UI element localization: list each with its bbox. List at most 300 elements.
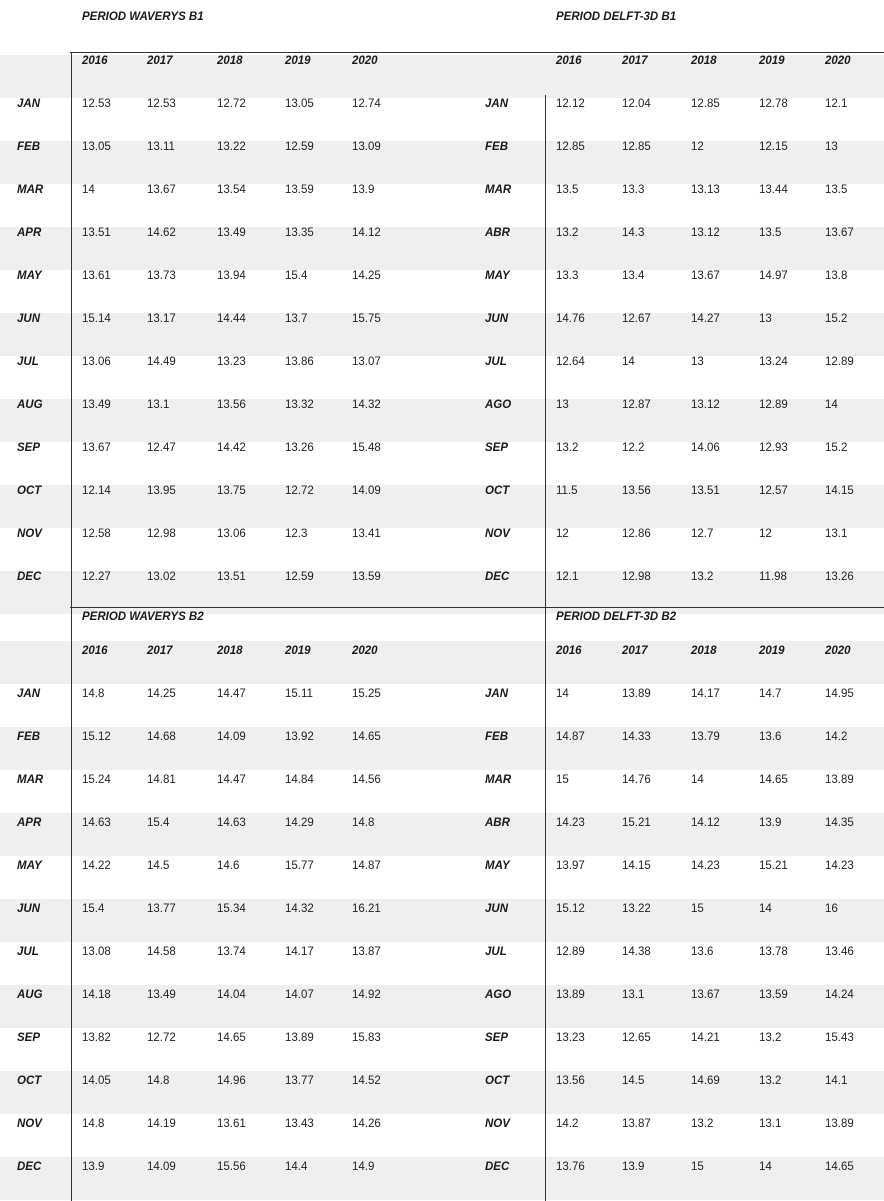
table-cell: 11.5: [556, 485, 578, 497]
month-label: FEB: [485, 731, 508, 743]
table-cell: 14.62: [147, 227, 176, 239]
year-header: 2020: [825, 55, 851, 67]
table-cell: 13.76: [556, 1161, 585, 1173]
month-label: MAY: [485, 860, 510, 872]
table-cell: 16.21: [352, 903, 381, 915]
table-cell: 14: [691, 774, 704, 786]
table-cell: 12.47: [147, 442, 176, 454]
table-cell: 14: [825, 399, 838, 411]
year-header: 2016: [556, 55, 582, 67]
table-cell: 13.22: [622, 903, 651, 915]
table-cell: 13.17: [147, 313, 176, 325]
table-cell: 13.77: [147, 903, 176, 915]
table-cell: 13.77: [285, 1075, 314, 1087]
table-cell: 13.59: [759, 989, 788, 1001]
table-cell: 13.08: [82, 946, 111, 958]
table-cell: 12.2: [622, 442, 645, 454]
year-header: 2016: [556, 645, 582, 657]
table-cell: 13.95: [147, 485, 176, 497]
table-cell: 14.9: [352, 1161, 375, 1173]
table-cell: 12.98: [147, 528, 176, 540]
table-cell: 14.2: [556, 1118, 579, 1130]
month-label: MAR: [485, 184, 512, 196]
row-shading-band: [0, 55, 884, 98]
month-label: AGO: [485, 399, 512, 411]
table-cell: 13.05: [285, 98, 314, 110]
table-cell: 13.9: [352, 184, 375, 196]
month-label: OCT: [485, 485, 510, 497]
table-cell: 14.81: [147, 774, 176, 786]
table-cell: 15.4: [285, 270, 308, 282]
table-cell: 13.24: [759, 356, 788, 368]
month-label: FEB: [485, 141, 508, 153]
table-cell: 13.4: [622, 270, 645, 282]
month-label: MAR: [17, 774, 44, 786]
table-cell: 14: [759, 903, 772, 915]
table-cell: 13.74: [217, 946, 246, 958]
table-cell: 13.3: [556, 270, 579, 282]
month-label: SEP: [17, 442, 41, 454]
table-cell: 13: [556, 399, 569, 411]
table-cell: 14.17: [691, 688, 720, 700]
table-cell: 12.7: [691, 528, 714, 540]
table-cell: 13.51: [217, 571, 246, 583]
table-cell: 12.15: [759, 141, 788, 153]
month-label: JAN: [17, 688, 41, 700]
table-cell: 14.32: [285, 903, 314, 915]
table-cell: 13.1: [759, 1118, 782, 1130]
table-cell: 13.87: [352, 946, 381, 958]
table-cell: 15.75: [352, 313, 381, 325]
table-cell: 13.35: [285, 227, 314, 239]
month-label: APR: [17, 817, 42, 829]
month-label: JUN: [485, 313, 509, 325]
year-header: 2017: [147, 55, 173, 67]
table-cell: 13.26: [825, 571, 854, 583]
table-cell: 12.72: [285, 485, 314, 497]
table-cell: 12.89: [759, 399, 788, 411]
table-title: PERIOD WAVERYS B2: [82, 611, 204, 623]
table-cell: 13.2: [556, 442, 579, 454]
month-label: ABR: [485, 817, 510, 829]
table-cell: 13.89: [622, 688, 651, 700]
table-cell: 13: [825, 141, 838, 153]
table-cell: 15.24: [82, 774, 111, 786]
table-cell: 12.64: [556, 356, 585, 368]
table-cell: 14.19: [147, 1118, 176, 1130]
year-header: 2019: [285, 645, 311, 657]
month-label: JUN: [485, 903, 509, 915]
row-shading-band: [0, 813, 884, 856]
table-cell: 13.49: [147, 989, 176, 1001]
table-cell: 11.98: [759, 571, 787, 583]
table-cell: 13.89: [285, 1032, 314, 1044]
table-cell: 13.1: [622, 989, 645, 1001]
table-cell: 12.85: [556, 141, 585, 153]
table-cell: 13: [691, 356, 704, 368]
month-label: SEP: [485, 1032, 509, 1044]
table-cell: 14.23: [825, 860, 854, 872]
table-cell: 14.38: [622, 946, 651, 958]
table-cell: 13.02: [147, 571, 176, 583]
table-cell: 15.48: [352, 442, 381, 454]
table-cell: 13.12: [691, 227, 720, 239]
year-header: 2019: [759, 55, 785, 67]
table-cell: 12.85: [691, 98, 720, 110]
table-cell: 14.76: [622, 774, 651, 786]
table-cell: 14.76: [556, 313, 585, 325]
row-shading-band: [0, 1157, 884, 1200]
table-cell: 13.89: [825, 774, 854, 786]
table-cell: 13.6: [759, 731, 782, 743]
table-cell: 14.97: [759, 270, 788, 282]
row-shading-band: [0, 727, 884, 770]
table-cell: 15.56: [217, 1161, 246, 1173]
table-cell: 13.59: [352, 571, 381, 583]
row-shading-band: [0, 313, 884, 356]
table-cell: 15.83: [352, 1032, 381, 1044]
table-cell: 12.12: [556, 98, 585, 110]
table-cell: 14.47: [217, 688, 246, 700]
table-cell: 13.2: [759, 1075, 782, 1087]
month-label: SEP: [485, 442, 509, 454]
table-cell: 13.56: [217, 399, 246, 411]
table-cell: 15.34: [217, 903, 246, 915]
table-cell: 13.11: [147, 141, 175, 153]
table-cell: 15.43: [825, 1032, 854, 1044]
table-cell: 14.8: [82, 688, 105, 700]
table-cell: 14.09: [147, 1161, 176, 1173]
row-shading-band: [0, 985, 884, 1028]
table-cell: 13.51: [691, 485, 720, 497]
year-header: 2017: [622, 645, 648, 657]
table-cell: 13.23: [556, 1032, 585, 1044]
table-cell: 15.12: [556, 903, 585, 915]
table-cell: 15.21: [759, 860, 788, 872]
table-cell: 13.5: [759, 227, 782, 239]
table-cell: 14.32: [352, 399, 381, 411]
table-cell: 12.53: [147, 98, 176, 110]
table-cell: 13: [759, 313, 772, 325]
table-cell: 13.12: [691, 399, 720, 411]
year-header: 2017: [147, 645, 173, 657]
table-cell: 13.67: [147, 184, 176, 196]
table-cell: 12.87: [622, 399, 651, 411]
table-cell: 14.22: [82, 860, 111, 872]
table-cell: 14.5: [622, 1075, 645, 1087]
month-label: DEC: [485, 1161, 510, 1173]
table-cell: 14.65: [825, 1161, 854, 1173]
table-cell: 12.14: [82, 485, 111, 497]
table-cell: 13.26: [285, 442, 314, 454]
month-label: OCT: [485, 1075, 510, 1087]
table-cell: 12.89: [825, 356, 854, 368]
table-cell: 12.89: [556, 946, 585, 958]
table-cell: 14.8: [147, 1075, 170, 1087]
table-cell: 14.7: [759, 688, 782, 700]
table-cell: 13.44: [759, 184, 788, 196]
table-cell: 14.68: [147, 731, 176, 743]
month-label: MAY: [17, 860, 42, 872]
table-cell: 13.78: [759, 946, 788, 958]
table-cell: 15.12: [82, 731, 111, 743]
month-label: NOV: [17, 1118, 42, 1130]
table-cell: 13.7: [285, 313, 308, 325]
table-cell: 13.61: [82, 270, 111, 282]
table-cell: 13.56: [556, 1075, 585, 1087]
month-label: MAY: [17, 270, 42, 282]
table-cell: 15: [556, 774, 569, 786]
table-cell: 13.87: [622, 1118, 651, 1130]
table-cell: 14.58: [147, 946, 176, 958]
table-cell: 13.1: [825, 528, 848, 540]
month-label: AUG: [17, 399, 43, 411]
month-label: FEB: [17, 141, 40, 153]
table-cell: 13.2: [759, 1032, 782, 1044]
month-label: JAN: [17, 98, 41, 110]
table-cell: 14.87: [352, 860, 381, 872]
month-label: NOV: [17, 528, 42, 540]
table-cell: 13.07: [352, 356, 381, 368]
table-cell: 13.2: [691, 571, 714, 583]
middle-rule: [70, 607, 884, 608]
table-cell: 13.2: [691, 1118, 714, 1130]
table-cell: 14.2: [825, 731, 848, 743]
table-cell: 14.47: [217, 774, 246, 786]
left-column-separator: [71, 52, 72, 1201]
table-cell: 13.82: [82, 1032, 111, 1044]
table-cell: 14.1: [825, 1075, 848, 1087]
table-cell: 13.61: [217, 1118, 246, 1130]
year-header: 2019: [759, 645, 785, 657]
table-cell: 14.69: [691, 1075, 720, 1087]
table-cell: 13.1: [147, 399, 170, 411]
table-cell: 15.77: [285, 860, 314, 872]
table-cell: 14.84: [285, 774, 314, 786]
table-cell: 14.87: [556, 731, 585, 743]
table-cell: 12: [691, 141, 704, 153]
table-cell: 14: [759, 1161, 772, 1173]
year-header: 2018: [691, 55, 717, 67]
month-label: JUL: [485, 356, 507, 368]
table-cell: 14.52: [352, 1075, 381, 1087]
table-cell: 14.09: [352, 485, 381, 497]
table-cell: 12.1: [825, 98, 848, 110]
month-label: JUL: [485, 946, 507, 958]
table-cell: 14.24: [825, 989, 854, 1001]
row-shading-band: [0, 641, 884, 684]
month-label: JAN: [485, 98, 509, 110]
table-cell: 14.65: [352, 731, 381, 743]
table-cell: 13.2: [556, 227, 579, 239]
table-cell: 14.15: [825, 485, 854, 497]
table-cell: 14.8: [82, 1118, 105, 1130]
table-cell: 14.23: [556, 817, 585, 829]
table-cell: 14.06: [691, 442, 720, 454]
right-column-separator: [545, 95, 546, 1201]
month-label: JAN: [485, 688, 509, 700]
table-cell: 14.35: [825, 817, 854, 829]
month-label: AGO: [485, 989, 512, 1001]
table-cell: 14.65: [759, 774, 788, 786]
table-cell: 12.78: [759, 98, 788, 110]
month-label: APR: [17, 227, 42, 239]
month-label: OCT: [17, 1075, 42, 1087]
table-cell: 13.86: [285, 356, 314, 368]
month-label: DEC: [485, 571, 510, 583]
table-cell: 14.56: [352, 774, 381, 786]
table-cell: 12.67: [622, 313, 651, 325]
table-cell: 14.95: [825, 688, 854, 700]
table-cell: 12.04: [622, 98, 651, 110]
table-cell: 13.9: [622, 1161, 645, 1173]
table-cell: 13.89: [556, 989, 585, 1001]
table-cell: 13.56: [622, 485, 651, 497]
table-title: PERIOD DELFT-3D B1: [556, 11, 677, 23]
table-cell: 15.21: [622, 817, 651, 829]
table-cell: 13.22: [217, 141, 246, 153]
table-cell: 13.79: [691, 731, 720, 743]
table-cell: 14: [622, 356, 635, 368]
table-cell: 13.59: [285, 184, 314, 196]
month-label: ABR: [485, 227, 510, 239]
table-cell: 14.12: [352, 227, 381, 239]
table-cell: 14.21: [691, 1032, 720, 1044]
table-cell: 12.85: [622, 141, 651, 153]
table-cell: 14.44: [217, 313, 246, 325]
table-cell: 12.3: [285, 528, 308, 540]
table-cell: 14: [82, 184, 95, 196]
month-label: NOV: [485, 528, 510, 540]
table-cell: 13.5: [825, 184, 848, 196]
table-cell: 13.8: [825, 270, 848, 282]
year-header: 2016: [82, 55, 108, 67]
table-cell: 14.04: [217, 989, 246, 1001]
row-shading-band: [0, 141, 884, 184]
table-cell: 14.6: [217, 860, 240, 872]
table-cell: 12.65: [622, 1032, 651, 1044]
table-cell: 13.89: [825, 1118, 854, 1130]
month-label: DEC: [17, 571, 42, 583]
table-cell: 13.97: [556, 860, 585, 872]
table-cell: 12.1: [556, 571, 579, 583]
table-cell: 13.67: [691, 270, 720, 282]
table-cell: 15: [691, 903, 704, 915]
table-cell: 13.13: [691, 184, 720, 196]
table-cell: 14.09: [217, 731, 246, 743]
table-cell: 13.73: [147, 270, 176, 282]
table-cell: 14.12: [691, 817, 720, 829]
table-cell: 14.42: [217, 442, 246, 454]
table-cell: 15.4: [82, 903, 105, 915]
table-cell: 12.59: [285, 141, 314, 153]
table-cell: 14.17: [285, 946, 314, 958]
table-cell: 14.63: [82, 817, 111, 829]
table-cell: 16: [825, 903, 838, 915]
table-cell: 12.59: [285, 571, 314, 583]
table-cell: 14.65: [217, 1032, 246, 1044]
year-header: 2018: [217, 645, 243, 657]
table-cell: 14.4: [285, 1161, 308, 1173]
month-label: JUL: [17, 946, 39, 958]
table-cell: 15.2: [825, 313, 848, 325]
row-shading-band: [0, 899, 884, 942]
table-cell: 13.75: [217, 485, 246, 497]
row-shading-band: [0, 485, 884, 528]
table-cell: 13.51: [82, 227, 111, 239]
table-cell: 13.06: [82, 356, 111, 368]
table-cell: 14.27: [691, 313, 720, 325]
table-cell: 13.3: [622, 184, 645, 196]
table-cell: 12.58: [82, 528, 111, 540]
table-cell: 13.94: [217, 270, 246, 282]
table-cell: 14.18: [82, 989, 111, 1001]
year-header: 2017: [622, 55, 648, 67]
table-cell: 15: [691, 1161, 704, 1173]
table-cell: 13.43: [285, 1118, 314, 1130]
table-cell: 12.57: [759, 485, 788, 497]
year-header: 2016: [82, 645, 108, 657]
month-label: AUG: [17, 989, 43, 1001]
table-cell: 14.49: [147, 356, 176, 368]
table-cell: 14.3: [622, 227, 645, 239]
month-label: DEC: [17, 1161, 42, 1173]
table-cell: 13.41: [352, 528, 381, 540]
table-cell: 14.26: [352, 1118, 381, 1130]
table-cell: 14.25: [147, 688, 176, 700]
table-cell: 13.23: [217, 356, 246, 368]
table-cell: 13.49: [217, 227, 246, 239]
row-shading-band: [0, 399, 884, 442]
table-cell: 13.92: [285, 731, 314, 743]
month-label: OCT: [17, 485, 42, 497]
table-cell: 13.06: [217, 528, 246, 540]
table-cell: 13.32: [285, 399, 314, 411]
table-cell: 12.98: [622, 571, 651, 583]
year-header: 2020: [352, 55, 378, 67]
table-cell: 14.96: [217, 1075, 246, 1087]
month-label: JUN: [17, 903, 41, 915]
month-label: SEP: [17, 1032, 41, 1044]
row-shading-band: [0, 1071, 884, 1114]
table-cell: 15.11: [285, 688, 313, 700]
year-header: 2018: [691, 645, 717, 657]
table-cell: 14.8: [352, 817, 375, 829]
table-cell: 15.14: [82, 313, 111, 325]
table-cell: 13.67: [825, 227, 854, 239]
month-label: MAR: [485, 774, 512, 786]
table-cell: 15.25: [352, 688, 381, 700]
table-cell: 13.6: [691, 946, 714, 958]
table-cell: 12.74: [352, 98, 381, 110]
table-cell: 12.27: [82, 571, 111, 583]
table-cell: 14.15: [622, 860, 651, 872]
table-cell: 14.07: [285, 989, 314, 1001]
table-cell: 13.67: [691, 989, 720, 1001]
table-cell: 13.09: [352, 141, 381, 153]
table-title: PERIOD DELFT-3D B2: [556, 611, 677, 623]
month-label: MAR: [17, 184, 44, 196]
table-cell: 12.53: [82, 98, 111, 110]
table-cell: 13.05: [82, 141, 111, 153]
table-cell: 14.92: [352, 989, 381, 1001]
table-cell: 14.25: [352, 270, 381, 282]
table-cell: 12: [556, 528, 569, 540]
table-title: PERIOD WAVERYS B1: [82, 11, 204, 23]
month-label: MAY: [485, 270, 510, 282]
year-header: 2020: [825, 645, 851, 657]
year-header: 2020: [352, 645, 378, 657]
